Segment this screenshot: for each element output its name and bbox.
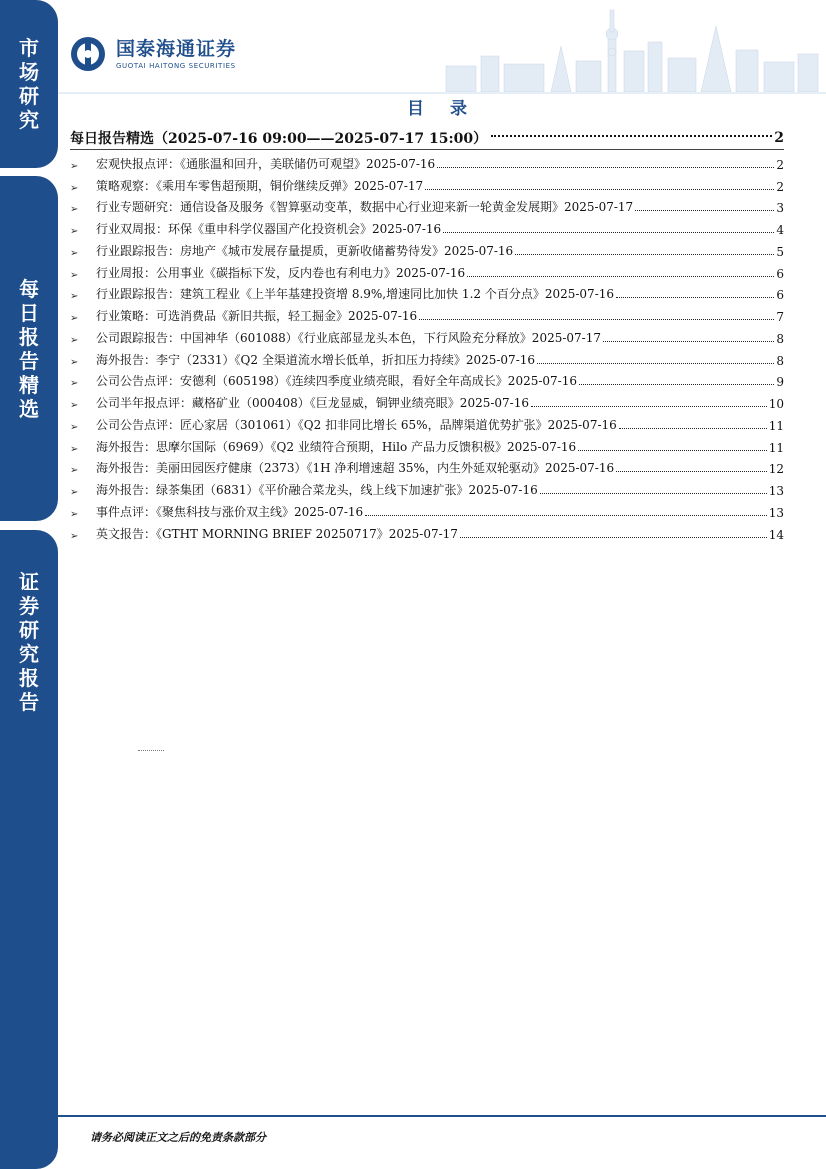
toc-entry[interactable] [70,215,784,237]
arrow-bullet-icon: ➢ [70,182,79,194]
toc-entry-text: 行业双周报：环保《重申科学仪器国产化投资机会》2025-07-16 [96,222,442,236]
toc-entry[interactable] [70,150,784,172]
sidebar-char: 日 [19,300,39,325]
toc-entry[interactable] [70,237,784,259]
toc-entry[interactable] [70,302,784,324]
toc-entry-page: 13 [768,484,784,498]
toc-entry[interactable] [70,368,784,390]
sidebar-char: 证 [19,570,39,594]
sidebar-char: 选 [19,396,39,421]
toc-entry-page: 2 [776,157,784,172]
toc-entry-text: 海外报告：思摩尔国际（6969）《Q2 业绩符合预期，Hilo 产品力反馈积极》2025-07-16 [96,439,577,454]
toc-entry-text: 行业跟踪报告：建筑工程业《上半年基建投资增 8.9%,增速同比加快 1.2 个百分点》2025-07-16 [96,287,615,302]
dot-leader [531,406,767,407]
toc-entry-text: 英文报告：《GTHT MORNING BRIEF 20250717》2025-07-17 [96,526,458,541]
toc-entry[interactable] [70,194,784,216]
toc-entry-page: 2 [776,179,784,194]
sidebar-tab-securities-research [0,530,58,1169]
toc-entry-text: 公司半年报点评：藏格矿业（000408）《巨龙显威，铜钾业绩亮眼》2025-07-16 [96,396,529,410]
toc-entry[interactable] [70,389,784,411]
toc-title: 目 录 [407,99,477,119]
toc-entry-page: 6 [776,266,784,281]
toc-entry-page: 8 [776,331,784,346]
toc-entry-text: 公司公告点评：匠心家居（301061）《Q2 扣非同比增长 65%，品牌渠道优势扩张》2025-07-16 [96,417,617,432]
logo-name-en: GUOTAI HAITONG SECURITIES [116,62,236,70]
sidebar-char: 精 [19,372,39,397]
toc-entry[interactable] [70,281,784,303]
toc-entry[interactable] [70,520,784,542]
toc-entry-page: 11 [768,440,784,455]
sidebar-char: 报 [19,666,39,690]
toc-entry-page: 8 [776,353,784,368]
dot-leader [515,254,774,255]
arrow-bullet-icon: ➢ [70,421,79,433]
arrow-bullet-icon: ➢ [70,465,79,477]
toc-entry[interactable] [70,411,784,433]
arrow-bullet-icon: ➢ [70,356,79,368]
arrow-bullet-icon: ➢ [70,443,79,455]
arrow-bullet-icon: ➢ [70,334,79,346]
arrow-bullet-icon: ➢ [70,204,79,216]
arrow-bullet-icon: ➢ [70,530,79,542]
arrow-bullet-icon: ➢ [70,313,79,324]
dot-leader [616,471,767,472]
page-header [58,0,826,92]
toc-entry-page: 11 [768,418,784,433]
toc-entry[interactable] [70,476,784,498]
dot-leader [579,384,774,385]
toc-entry-page: 13 [768,505,784,520]
toc-entry-page: 5 [776,244,784,259]
sidebar-char: 每 [19,276,39,301]
toc-entry-text: 公司公告点评：安德利（605198）《连续四季度业绩亮眼，看好全年高成长》2025-07-16 [96,374,577,389]
dot-leader [460,537,767,538]
sidebar-char: 究 [19,642,39,666]
sidebar-tab-daily-picks [0,176,58,521]
arrow-bullet-icon: ➢ [70,247,79,259]
sidebar [0,0,58,1169]
dot-leader [635,210,774,211]
small-mark [138,748,164,751]
sidebar-char: 市 [19,36,39,60]
dot-leader [425,189,774,190]
toc-entry-page: 4 [776,223,784,237]
sidebar-char: 告 [19,348,39,373]
dot-leader [619,428,767,429]
dot-leader [616,297,774,298]
toc-entry-text: 行业专题研究：通信设备及服务《智算驱动变革，数据中心行业迎来新一轮黄金发展期》2025-07-17 [96,200,634,215]
dot-leader [603,341,774,342]
sidebar-char: 报 [19,324,39,349]
sidebar-char: 券 [19,594,39,618]
toc-entry-page: 6 [776,288,784,303]
toc-entry-text: 策略观察：《乘用车零售超预期，铜价继续反弹》2025-07-17 [96,178,424,193]
dot-leader [491,135,772,137]
dot-leader [365,515,767,516]
toc-entry-page: 3 [776,201,784,216]
arrow-bullet-icon: ➢ [70,269,79,281]
toc-entry[interactable] [70,346,784,368]
toc-entry-text: 行业策略：可选消费品《新旧共振，轻工掘金》2025-07-16 [96,309,418,323]
dot-leader [437,167,774,168]
toc-entry-text: 事件点评：《聚焦科技与涨价双主线》2025-07-16 [96,504,364,519]
arrow-bullet-icon: ➢ [70,226,79,237]
arrow-bullet-icon: ➢ [70,508,79,520]
toc-entry[interactable] [70,324,784,346]
sidebar-char: 研 [19,84,39,108]
dot-leader [537,363,774,364]
sidebar-char: 场 [19,60,39,84]
toc-heading-page: 2 [774,130,784,146]
toc-entry-text: 行业周报：公用事业《碳指标下发，反内卷也有利电力》2025-07-16 [96,265,466,280]
dot-leader [443,232,774,233]
dot-leader [419,319,774,320]
sidebar-tab-market-research [0,0,58,168]
toc-entry-text: 行业跟踪报告：房地产《城市发展存量提质，更新收储蓄势待发》2025-07-16 [96,243,514,258]
arrow-bullet-icon: ➢ [70,487,79,498]
toc-entry[interactable] [70,433,784,455]
toc-entry[interactable] [70,172,784,194]
toc-entry-page: 14 [768,527,784,542]
arrow-bullet-icon: ➢ [70,291,79,303]
toc-entry[interactable] [70,455,784,477]
toc-entry[interactable] [70,498,784,520]
logo-icon [70,36,106,72]
arrow-bullet-icon: ➢ [70,400,79,411]
logo-name-cn: 国泰海通证券 [116,38,237,60]
arrow-bullet-icon: ➢ [70,378,79,390]
dot-leader [540,493,767,494]
skyline-illustration [386,6,826,92]
toc-entry-page: 12 [768,462,784,477]
dot-leader [578,450,767,451]
toc-entry-page: 10 [768,397,784,411]
toc-entry-text: 公司跟踪报告：中国神华（601088）《行业底部显龙头本色，下行风险充分释放》2025-07-17 [96,330,601,345]
toc-entry-text: 海外报告：李宁（2331）《Q2 全渠道流水增长低单，折扣压力持续》2025-07-16 [96,352,536,367]
toc-list [70,150,784,542]
toc-entry-text: 海外报告：绿茶集团（6831）《平价融合菜龙头，线上线下加速扩张》2025-07-16 [96,483,538,497]
sidebar-char: 究 [19,108,39,132]
toc-section-heading[interactable] [70,127,784,150]
arrow-bullet-icon: ➢ [70,160,79,172]
toc-heading-text: 每日报告精选（2025-07-16 09:00——2025-07-17 15:00） [70,131,488,147]
toc-entry-page: 7 [776,310,784,324]
page-footer [58,1115,826,1169]
disclaimer-note: 请务必阅读正文之后的免责条款部分 [90,1131,266,1144]
dot-leader [467,276,774,277]
sidebar-char: 研 [19,618,39,642]
company-logo [70,36,236,72]
toc-entry-page: 9 [776,375,784,390]
toc-entry-text: 海外报告：美丽田园医疗健康（2373）《1H 净利增速超 35%，内生外延双轮驱动》2025-07-16 [96,461,615,476]
toc-entry[interactable] [70,259,784,281]
sidebar-char: 告 [19,690,39,714]
toc-entry-text: 宏观快报点评：《通胀温和回升，美联储仍可观望》2025-07-16 [96,156,436,171]
